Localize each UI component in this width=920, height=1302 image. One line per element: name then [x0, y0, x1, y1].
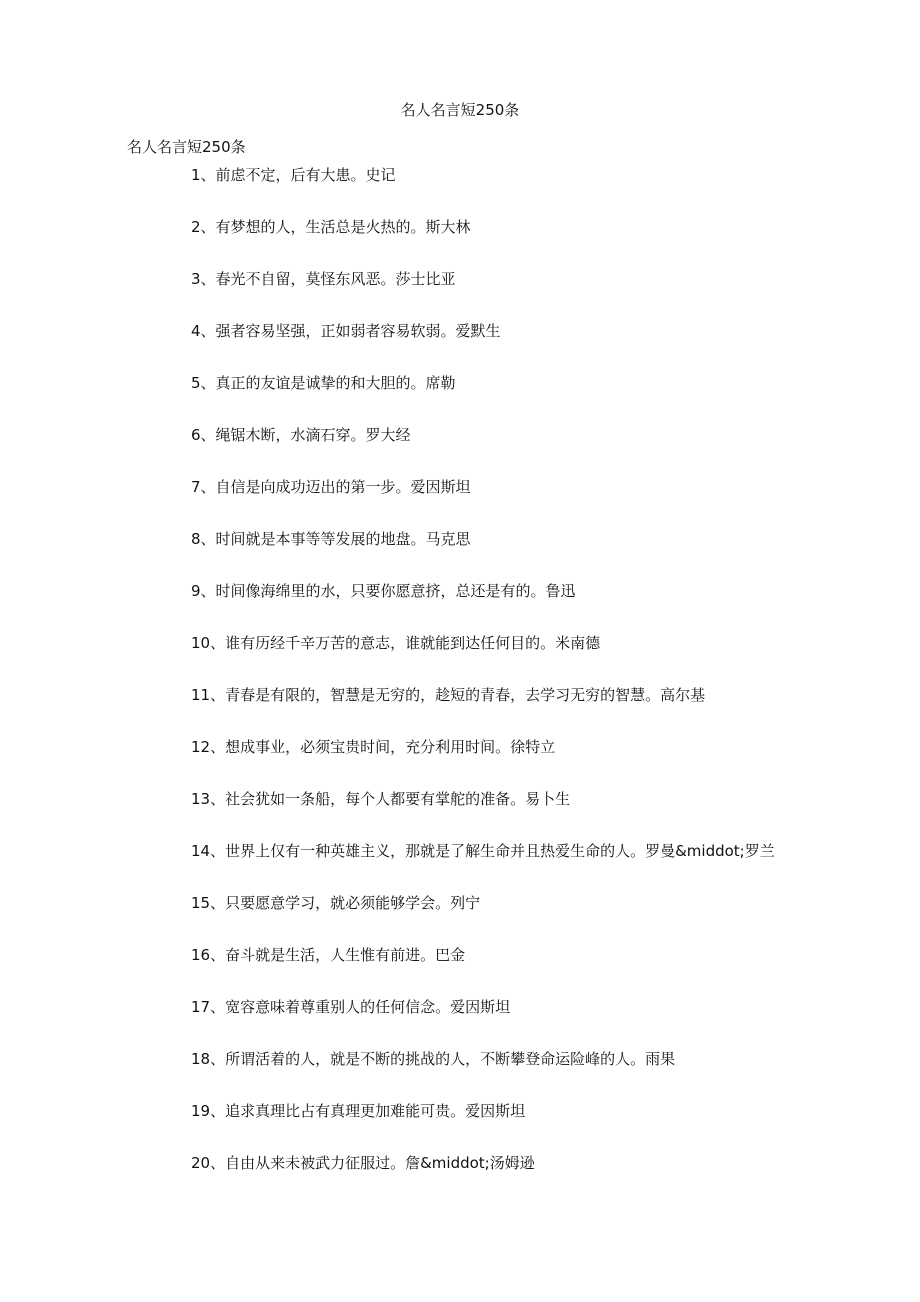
quote-item: 18、所谓活着的人，就是不断的挑战的人，不断攀登命运险峰的人。雨果: [191, 1050, 676, 1068]
quote-item: 15、只要愿意学习，就必须能够学会。列宁: [191, 894, 481, 912]
quote-item: 12、想成事业，必须宝贵时间，充分利用时间。徐特立: [191, 738, 556, 756]
document-title: 名人名言短250条: [400, 101, 520, 119]
quote-item: 17、宽容意味着尊重别人的任何信念。爱因斯坦: [191, 998, 511, 1016]
quote-item: 7、自信是向成功迈出的第一步。爱因斯坦: [191, 478, 471, 496]
quote-item: 6、绳锯木断，水滴石穿。罗大经: [191, 426, 411, 444]
quote-item: 9、时间像海绵里的水，只要你愿意挤，总还是有的。鲁迅: [191, 582, 576, 600]
quote-item: 14、世界上仅有一种英雄主义，那就是了解生命并且热爱生命的人。罗曼&middot;罗兰: [191, 842, 775, 860]
quote-item: 5、真正的友谊是诚挚的和大胆的。席勒: [191, 374, 456, 392]
quote-item: 20、自由从来未被武力征服过。詹&middot;汤姆逊: [191, 1154, 535, 1172]
quote-item: 4、强者容易坚强，正如弱者容易软弱。爱默生: [191, 322, 501, 340]
quote-item: 1、前虑不定，后有大患。史记: [191, 166, 396, 184]
quote-item: 10、谁有历经千辛万苦的意志，谁就能到达任何目的。米南德: [191, 634, 601, 652]
document-subtitle: 名人名言短250条: [127, 138, 246, 156]
quote-item: 13、社会犹如一条船，每个人都要有掌舵的准备。易卜生: [191, 790, 571, 808]
quote-item: 8、时间就是本事等等发展的地盘。马克思: [191, 530, 471, 548]
quote-item: 16、奋斗就是生活，人生惟有前进。巴金: [191, 946, 466, 964]
quote-item: 2、有梦想的人，生活总是火热的。斯大林: [191, 218, 471, 236]
quote-item: 11、青春是有限的，智慧是无穷的，趁短的青春，去学习无穷的智慧。高尔基: [191, 686, 706, 704]
quote-item: 19、追求真理比占有真理更加难能可贵。爱因斯坦: [191, 1102, 526, 1120]
quote-item: 3、春光不自留，莫怪东风恶。莎士比亚: [191, 270, 456, 288]
document-body: [127, 133, 799, 1201]
